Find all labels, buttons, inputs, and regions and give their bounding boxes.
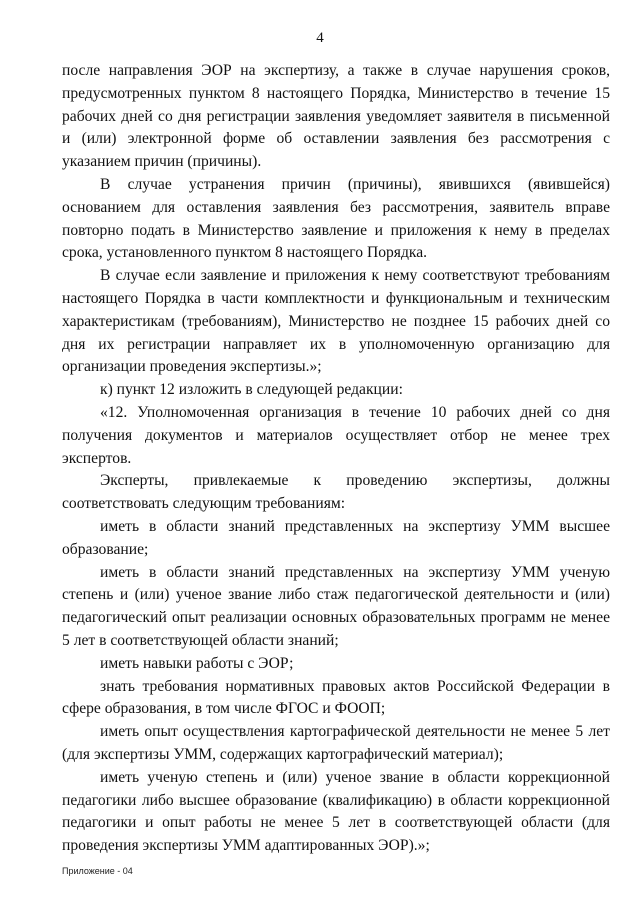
paragraph-point-12: «12. Уполномоченная организация в течение 10 рабочих дней со дня получения документов и материалов осуществляет отбор не менее трех экспертов. bbox=[62, 403, 610, 467]
paragraph-forwarding: В случае если заявление и приложения к нему соответствуют требованиям настоящего Порядка в части комплектности и функциональным и техническим характеристикам (требованиям), Министерство не позднее 15 рабочих дней со дня их регистрации направляет их в уполномоченную организацию для организации проведения экспертизы.»; bbox=[62, 267, 610, 376]
requirement-legal-knowledge: знать требования нормативных правовых актов Российской Федерации в сфере образования, в том числе ФГОС и ФООП; bbox=[62, 677, 610, 718]
paragraph-item-k: к) пункт 12 изложить в следующей редакции: bbox=[100, 381, 403, 399]
paragraph-resubmission: В случае устранения причин (причины), явившихся (явившейся) основанием для оставления заявления без рассмотрения, заявитель вправе повторно подать в Министерство заявление и приложения к нему в пределах срока, установленного пунктом 8 настоящего Порядка. bbox=[62, 175, 610, 262]
page-number: 4 bbox=[316, 30, 324, 46]
paragraph-experts-requirements: Эксперты, привлекаемые к проведению экспертизы, должны соответствовать следующим требованиям: bbox=[62, 472, 610, 513]
document-body bbox=[62, 60, 610, 858]
requirement-cartography: иметь опыт осуществления картографической деятельности не менее 5 лет (для экспертизы УММ, содержащих картографический материал); bbox=[62, 723, 610, 763]
paragraph-continuation: после направления ЭОР на экспертизу, а также в случае нарушения сроков, предусмотренных пунктом 8 настоящего Порядка, Министерство в течение 15 рабочих дней со дня регистрации заявления уведомляет заявителя в письменной и (или) электронной форме об оставлении заявления без рассмотрения с указанием причин (причины). bbox=[62, 62, 610, 171]
requirement-degree-experience: иметь в области знаний представленных на экспертизу УММ ученую степень и (или) ученое звание либо стаж педагогической деятельности и (или) педагогический опыт реализации основных образовательных программ не менее 5 лет в соответствующей области знаний; bbox=[62, 563, 610, 649]
footer-label: Приложение - 04 bbox=[62, 866, 133, 876]
requirement-correctional-pedagogy: иметь ученую степень и (или) ученое звание в области коррекционной педагогики либо высшее образование (квалификацию) в области коррекционной педагогики и опыт работы не менее 5 лет в соответствующей области (для проведения экспертизы УММ адаптированных ЭОР).»; bbox=[62, 768, 610, 855]
requirement-eor-skills: иметь навыки работы с ЭОР; bbox=[100, 654, 294, 672]
requirement-higher-education: иметь в области знаний представленных на экспертизу УММ высшее образование; bbox=[62, 517, 610, 558]
